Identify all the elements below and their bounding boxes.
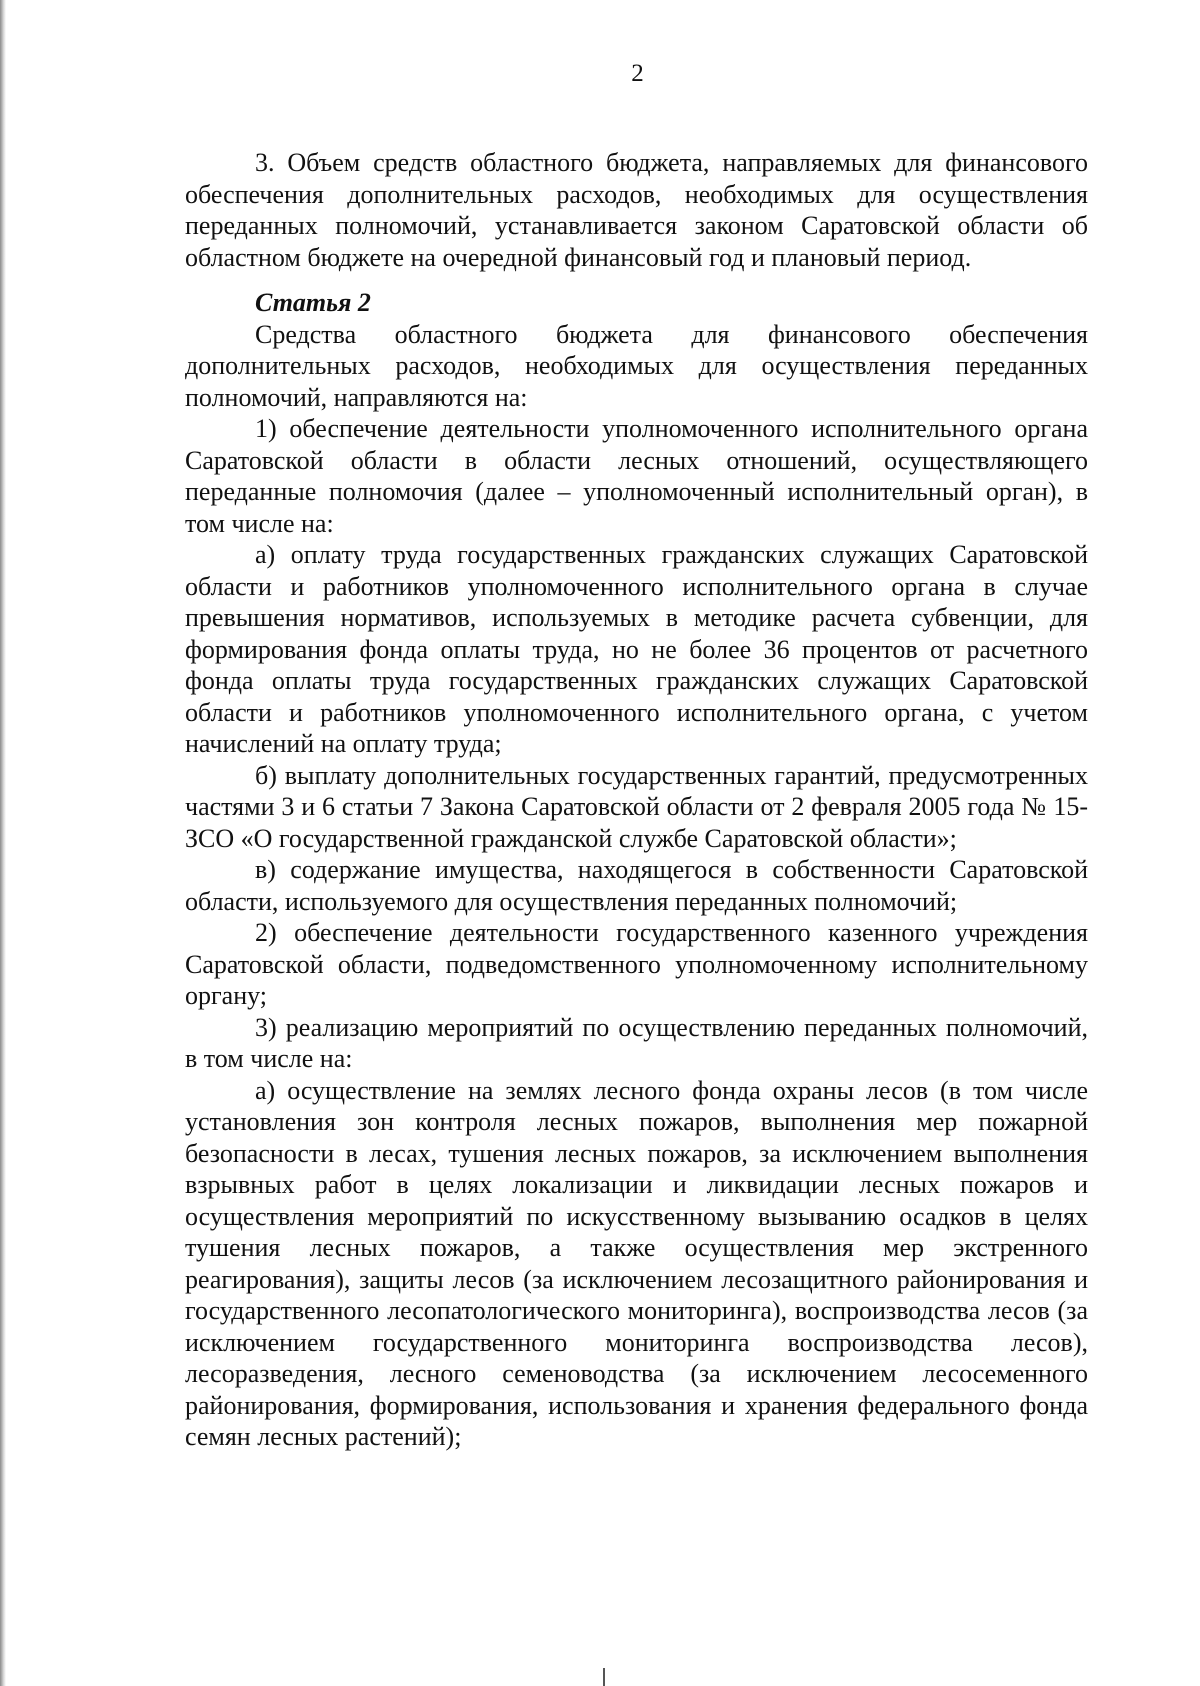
paragraph-budget-volume: 3. Объем средств областного бюджета, направляемых для финансового обеспечения дополнительных расходов, необходимых для осуществления переданных полномочий, устанавливается законом Саратовской области об областном бюджете на очередной финансовый год и плановый период.	[185, 148, 1088, 272]
paragraph-item-1b: б) выплату дополнительных государственных гарантий, предусмотренных частями 3 и 6 статьи 7 Закона Саратовской области от 2 февраля 2005 года № 15-ЗСО «О государственной гражданской службе Саратовской области»;	[185, 760, 1088, 853]
paragraph-item-3a: а) осуществление на землях лесного фонда охраны лесов (в том числе установления зон контроля лесных пожаров, выполнения мер пожарной безопасности в лесах, тушения лесных пожаров, за исключением выполнения взрывных работ в целях локализации и ликвидации лесных пожаров и осуществления мероприятий по искусственному вызыванию осадков в целях тушения лесных пожаров, а также осуществления мер экстренного реагирования), защиты лесов (за исключением лесозащитного районирования и государственного лесопатологического мониторинга), воспроизводства лесов (за исключением государственного мониторинга воспроизводства лесов), лесоразведения, лесного семеноводства (за исключением лесосеменного районирования, формирования, использования и хранения федерального фонда семян лесных растений);	[185, 1075, 1088, 1451]
article-heading: Статья 2	[255, 288, 371, 317]
paragraph-item-1v: в) содержание имущества, находящегося в собственности Саратовской области, используемого для осуществления переданных полномочий;	[185, 855, 1088, 916]
scan-mark	[603, 1668, 605, 1686]
paragraph-item-1: 1) обеспечение деятельности уполномоченного исполнительного органа Саратовской области в области лесных отношений, осуществляющего переданные полномочия (далее – уполномоченный исполнительный орган), в том числе на:	[185, 414, 1088, 538]
scan-edge	[0, 0, 6, 1686]
page-number: 2	[631, 60, 644, 87]
paragraph-item-1a: а) оплату труда государственных гражданских служащих Саратовской области и работников уполномоченного исполнительного органа в случае превышения нормативов, используемых в методике расчета субвенции, для формирования фонда оплаты труда, но не более 36 процентов от расчетного фонда оплаты труда государственных гражданских служащих Саратовской области и работников уполномоченного исполнительного органа, с учетом начислений на оплату труда;	[185, 540, 1088, 758]
document-body	[185, 147, 1088, 1453]
paragraph-item-2: 2) обеспечение деятельности государственного казенного учреждения Саратовской области, подведомственного уполномоченному исполнительному органу;	[185, 918, 1088, 1010]
paragraph-item-3: 3) реализацию мероприятий по осуществлению переданных полномочий, в том числе на:	[185, 1012, 1088, 1073]
paragraph-funds-directed: Средства областного бюджета для финансового обеспечения дополнительных расходов, необходимых для осуществления переданных полномочий, направляются на:	[185, 319, 1088, 412]
